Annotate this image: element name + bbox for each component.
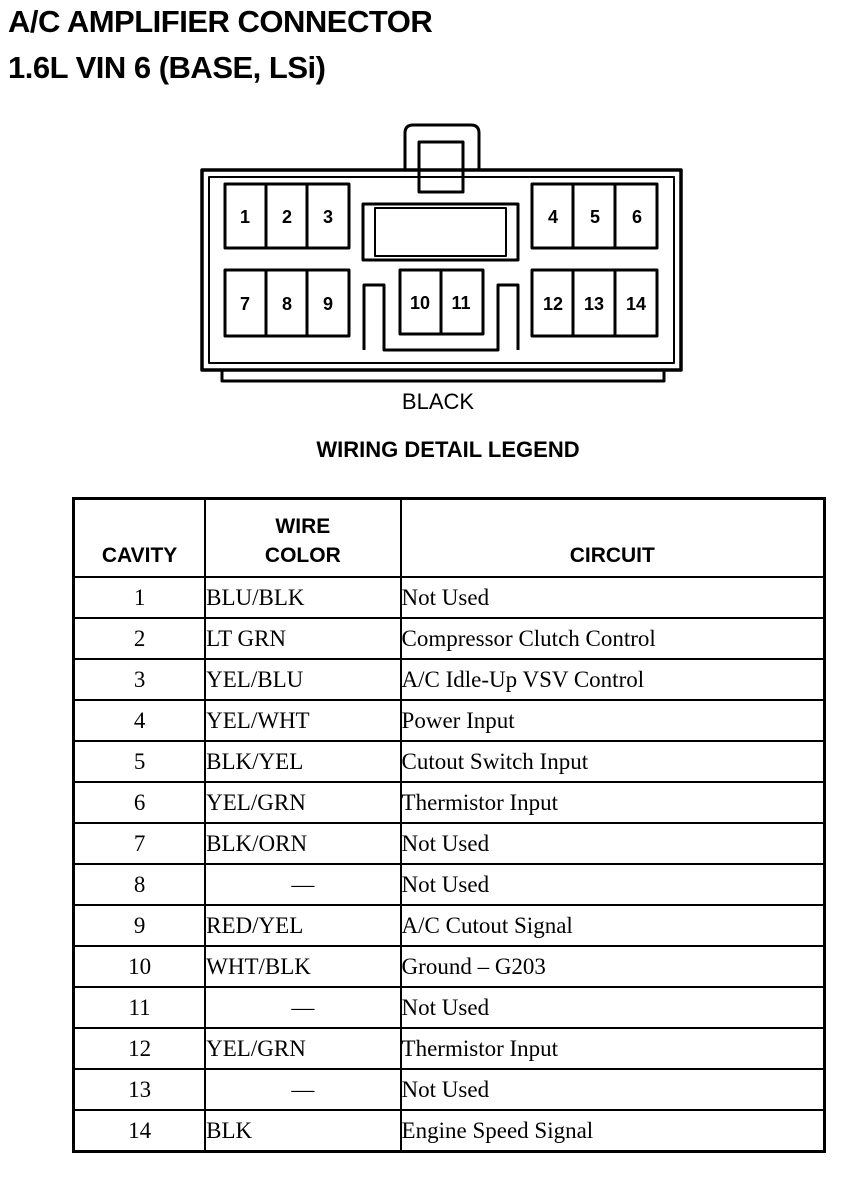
cavity-label-12: 12 (542, 294, 564, 314)
connector-diagram (0, 110, 864, 390)
circuit-cell: Engine Speed Signal (401, 1110, 825, 1152)
table-row (74, 987, 825, 1028)
wire-color-cell: YEL/WHT (205, 700, 400, 741)
table-row (74, 823, 825, 864)
cavity-label-9: 9 (322, 294, 334, 314)
circuit-cell: Power Input (401, 700, 825, 741)
wire-color-cell: YEL/BLU (205, 659, 400, 700)
table-row (74, 782, 825, 823)
table-row (74, 700, 825, 741)
cavity-label-11: 11 (451, 293, 471, 313)
cavity-cell: 7 (74, 823, 206, 864)
table-row (74, 905, 825, 946)
circuit-cell: Not Used (401, 864, 825, 905)
circuit-cell: Thermistor Input (401, 1028, 825, 1069)
cavity-cell: 11 (74, 987, 206, 1028)
connector-latch-tab (419, 142, 463, 192)
circuit-cell: Not Used (401, 823, 825, 864)
cavity-label-13: 13 (583, 294, 605, 314)
cavity-cell: 2 (74, 618, 206, 659)
wire-color-cell: YEL/GRN (205, 782, 400, 823)
connector-key-slot-inner (375, 208, 506, 256)
cavity-label-5: 5 (589, 207, 601, 227)
cavity-cell: 3 (74, 659, 206, 700)
wire-color-cell: — (205, 1069, 400, 1110)
cavity-label-7: 7 (239, 294, 251, 314)
circuit-cell: A/C Cutout Signal (401, 905, 825, 946)
cavity-label-4: 4 (547, 207, 559, 227)
wire-color-cell: RED/YEL (205, 905, 400, 946)
circuit-cell: Cutout Switch Input (401, 741, 825, 782)
table-row (74, 577, 825, 618)
header-wire-color-line2: COLOR (264, 544, 341, 567)
wire-color-cell: BLK/ORN (205, 823, 400, 864)
table-row (74, 659, 825, 700)
cavity-cell: 14 (74, 1110, 206, 1152)
table-row (74, 1028, 825, 1069)
cavity-label-1: 1 (239, 207, 251, 227)
legend-heading: WIRING DETAIL LEGEND (316, 437, 580, 462)
cavity-label-3: 3 (322, 207, 334, 227)
circuit-cell: Not Used (401, 577, 825, 618)
header-wire-color-line1: WIRE (275, 515, 331, 538)
wire-color-cell: WHT/BLK (205, 946, 400, 987)
cavity-cell: 6 (74, 782, 206, 823)
wire-color-cell: BLU/BLK (205, 577, 400, 618)
table-row (74, 946, 825, 987)
wiring-legend-table (72, 497, 826, 1153)
wire-color-cell: YEL/GRN (205, 1028, 400, 1069)
circuit-cell: Compressor Clutch Control (401, 618, 825, 659)
table-row (74, 741, 825, 782)
wire-color-cell: LT GRN (205, 618, 400, 659)
cavity-cell: 5 (74, 741, 206, 782)
cavity-label-6: 6 (631, 207, 643, 227)
wire-color-cell: — (205, 864, 400, 905)
table-row (74, 864, 825, 905)
table-row (74, 618, 825, 659)
connector-color-label: BLACK (401, 389, 475, 414)
header-cavity: CAVITY (74, 499, 206, 578)
cavity-cell: 13 (74, 1069, 206, 1110)
table-header-row (74, 499, 825, 578)
circuit-cell: Not Used (401, 1069, 825, 1110)
table-row (74, 1110, 825, 1152)
header-wire-color (205, 499, 400, 578)
circuit-cell: Ground – G203 (401, 946, 825, 987)
page-subtitle: 1.6L VIN 6 (BASE, LSi) (8, 50, 326, 85)
cavity-cell: 10 (74, 946, 206, 987)
cavity-cell: 1 (74, 577, 206, 618)
wire-color-cell: BLK/YEL (205, 741, 400, 782)
header-circuit: CIRCUIT (401, 499, 825, 578)
cavity-label-14: 14 (625, 294, 647, 314)
cavity-cell: 9 (74, 905, 206, 946)
cavity-cell: 4 (74, 700, 206, 741)
cavity-label-8: 8 (281, 294, 293, 314)
circuit-cell: Thermistor Input (401, 782, 825, 823)
cavity-label-10: 10 (409, 293, 431, 313)
cavity-cell: 12 (74, 1028, 206, 1069)
wire-color-cell: — (205, 987, 400, 1028)
table-row (74, 1069, 825, 1110)
connector-latch (405, 125, 479, 170)
circuit-cell: Not Used (401, 987, 825, 1028)
cavity-label-2: 2 (281, 207, 293, 227)
page-title: A/C AMPLIFIER CONNECTOR (8, 4, 433, 39)
cavity-cell: 8 (74, 864, 206, 905)
circuit-cell: A/C Idle-Up VSV Control (401, 659, 825, 700)
table-body (74, 577, 825, 1152)
wire-color-cell: BLK (205, 1110, 400, 1152)
connector-key-slot (363, 204, 518, 260)
